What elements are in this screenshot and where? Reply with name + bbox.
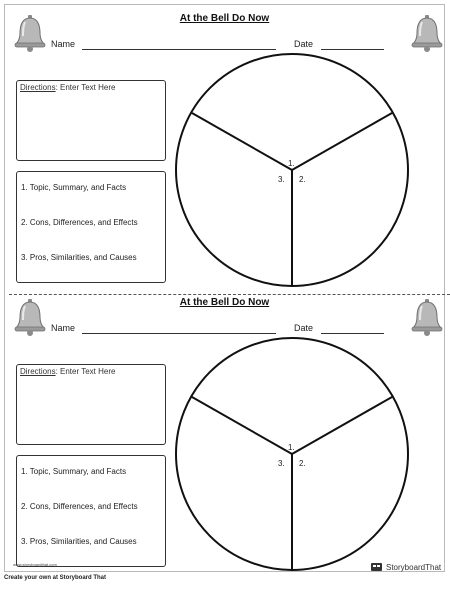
date-label: Date (294, 323, 314, 333)
date-label: Date (294, 39, 314, 49)
date-field[interactable] (321, 49, 384, 50)
footer-credit[interactable]: Create your own at Storyboard That (4, 575, 107, 581)
worksheet-title: At the Bell Do Now (179, 297, 270, 308)
directions-text (20, 83, 162, 93)
worksheet-top (5, 5, 444, 288)
name-field[interactable] (82, 49, 276, 50)
list-item: 3. Pros, Similarities, and Causes (21, 253, 137, 262)
directions-text (20, 367, 162, 377)
directions-value: : Enter Text Here (55, 83, 116, 92)
three-part-circle-diagram (174, 53, 410, 288)
list-item: 2. Cons, Differences, and Effects (21, 218, 138, 227)
name-label: Name (51, 39, 76, 49)
worksheet-title: At the Bell Do Now (179, 13, 270, 24)
brand-name: StoryboardThat (386, 562, 442, 572)
bell-icon (13, 13, 47, 53)
directions-value: : Enter Text Here (55, 367, 116, 376)
name-field[interactable] (82, 333, 276, 334)
category-list-box (16, 455, 166, 567)
list-item: 1. Topic, Summary, and Facts (21, 467, 127, 476)
storyboardthat-logo-icon (371, 562, 383, 572)
category-list-box (16, 171, 166, 283)
list-item: 3. Pros, Similarities, and Causes (21, 537, 137, 546)
segment-label-2: 2. (299, 175, 306, 184)
directions-key: Directions (20, 367, 56, 376)
watermark-url: www.storyboardthat.com (13, 562, 57, 567)
list-item: 2. Cons, Differences, and Effects (21, 502, 138, 511)
segment-label-3: 3. (278, 459, 285, 468)
segment-label-1: 1. (288, 443, 295, 452)
bell-icon (410, 13, 444, 53)
worksheet-bottom (5, 289, 444, 572)
bell-icon (13, 297, 47, 337)
segment-label-2: 2. (299, 459, 306, 468)
date-field[interactable] (321, 333, 384, 334)
directions-box[interactable] (16, 364, 166, 445)
segment-label-1: 1. (288, 159, 295, 168)
directions-key: Directions (20, 83, 56, 92)
three-part-circle-diagram (174, 337, 410, 572)
directions-box[interactable] (16, 80, 166, 161)
storyboardthat-brand[interactable] (371, 560, 441, 574)
worksheet-page (4, 4, 445, 572)
list-item: 1. Topic, Summary, and Facts (21, 183, 127, 192)
bell-icon (410, 297, 444, 337)
segment-label-3: 3. (278, 175, 285, 184)
name-label: Name (51, 323, 76, 333)
